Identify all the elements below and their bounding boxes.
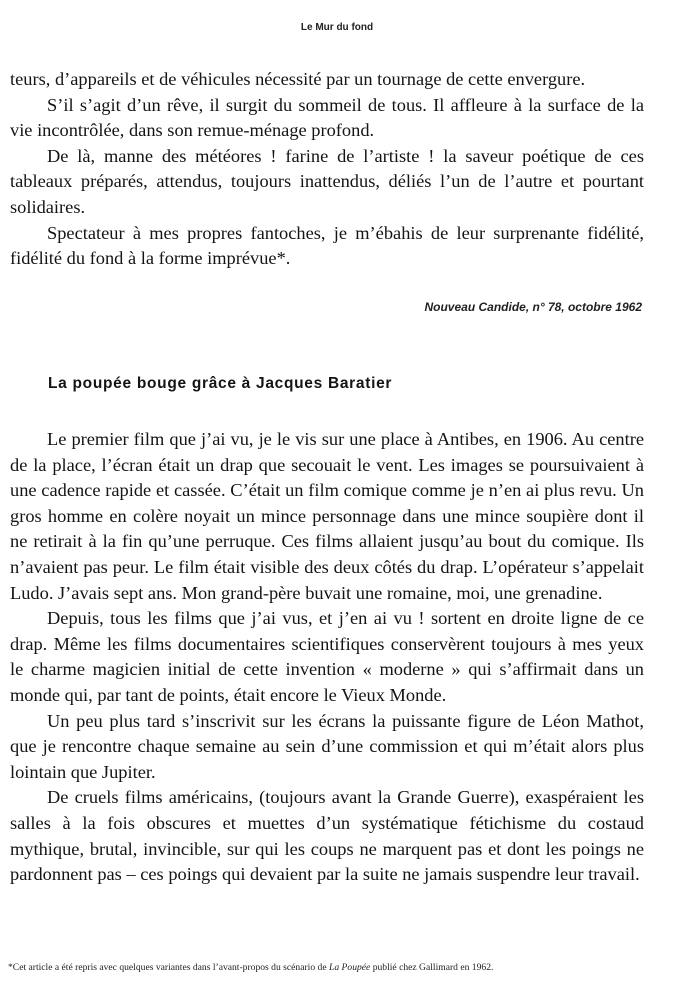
- paragraph: Le premier film que j’ai vu, je le vis sur une place à Antibes, en 1906. Au centre de la place, l’écran était un drap que secouait le vent. Les images se poursuivaient à une cadence rapide et cassée. C’était un film comique comme je n’en ai plus revu. Un gros homme en colère noyait un mince personnage dans une mince soupière dont il ne retirait à la fin qu’une perruque. Ces films allaient jusqu’au bout du comique. Ils n’avaient pas peur. Le film était visible des deux côtés du drap. L’opérateur s’appelait Ludo. J’avais sept ans. Mon grand-père buvait une romaine, moi, une grenadine.: [10, 429, 644, 603]
- paragraph: Spectateur à mes propres fantoches, je m’ébahis de leur surprenante fidélité, fidélité du fond à la forme imprévue*.: [10, 222, 644, 269]
- paragraph: Un peu plus tard s’inscrivit sur les écrans la puissante figure de Léon Mathot, que je rencontre chaque semaine au sein d’une commission et qui m’était alors plus lointain que Jupiter.: [10, 710, 644, 782]
- article-continuation: [10, 67, 644, 272]
- paragraph: De cruels films américains, (toujours avant la Grande Guerre), exaspéraient les salles à la fois obscures et muettes d’un systématique fétichisme du costaud mythique, brutal, invincible, sur qui les coups ne marquent pas et dont les poings ne pardonnent pas – ces poings qui devaient par la suite ne jamais suspendre leur travail.: [10, 787, 644, 885]
- footnote-text: *Cet article a été repris avec quelques variantes dans l’avant-propos du scénario de: [8, 962, 329, 973]
- source-citation: Nouveau Candide, n° 78, octobre 1962: [424, 300, 642, 314]
- article-body: [10, 427, 644, 888]
- paragraph: S’il s’agit d’un rêve, il surgit du sommeil de tous. Il affleure à la surface de la vie incontrôlée, dans son remue-ménage profond.: [10, 94, 644, 141]
- running-head: Le Mur du fond: [300, 22, 374, 33]
- paragraph: De là, manne des météores ! farine de l’artiste ! la saveur poétique de ces tableaux préparés, attendus, toujours inattendus, déliés l’un de l’autre et pourtant solidaires.: [10, 145, 644, 217]
- footnote-book-title: La Poupée: [329, 962, 371, 973]
- paragraph: teurs, d’appareils et de véhicules nécessité par un tournage de cette envergure.: [10, 69, 586, 89]
- paragraph: Depuis, tous les films que j’ai vus, et j’en ai vu ! sortent en droite ligne de ce drap. Même les films documentaires scientifiques conservèrent toujours à mes yeux le charme magicien initial de cette invention « moderne » qui s’affirmait dans un monde qui, par tant de points, était encore le Vieux Monde.: [10, 608, 644, 705]
- footnote-text-end: publié chez Gallimard en 1962.: [370, 962, 494, 973]
- article-title: La poupée bouge grâce à Jacques Baratier: [48, 375, 393, 392]
- footnote: [8, 962, 658, 973]
